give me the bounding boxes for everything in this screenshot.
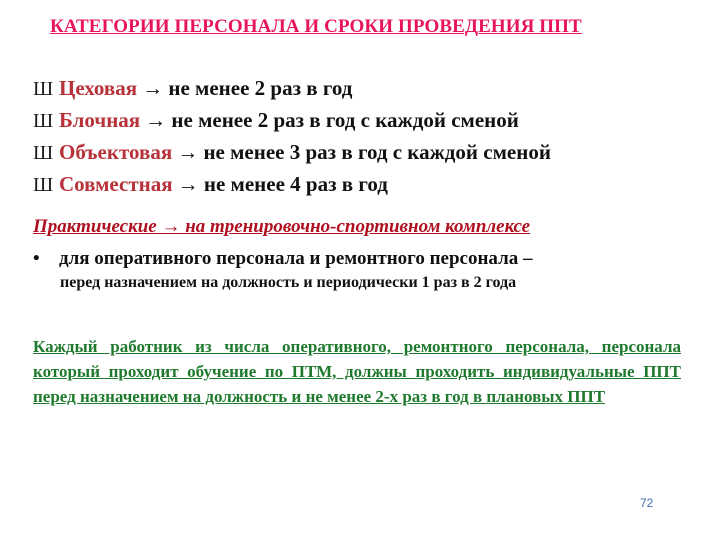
bullet-subtext: перед назначением на должность и периодически 1 раз в 2 года: [60, 274, 517, 291]
bullet-text: для оперативного персонала и ремонтного персонала –: [59, 248, 533, 269]
category-frequency: → не менее 2 раз в год с каждой сменой: [145, 108, 519, 132]
category-name: Цеховая: [59, 76, 138, 100]
category-item: [33, 108, 693, 140]
bullet-marker: Ш: [33, 174, 54, 196]
category-item: [33, 172, 693, 204]
practical-heading: Практические → на тренировочно-спортивном комплексе: [33, 216, 531, 237]
category-item: [33, 76, 693, 108]
page-number: 72: [640, 496, 654, 510]
note-paragraph: Каждый работник из числа оперативного, ремонтного персонала, персонала который проходит обучение по ПТМ, должны проходить индивидуальные ППТ перед назначением на должность и не менее 2-х раз в год в плановых ППТ: [33, 337, 681, 406]
category-name: Совместная: [59, 172, 173, 196]
bullet-item: [33, 248, 532, 270]
category-frequency: → не менее 4 раз в год: [177, 172, 388, 196]
category-frequency: → не менее 3 раз в год с каждой сменой: [177, 140, 551, 164]
bullet-marker: Ш: [33, 110, 54, 132]
category-frequency: → не менее 2 раз в год: [142, 76, 353, 100]
category-name: Объектовая: [59, 140, 173, 164]
slide-title: КАТЕГОРИИ ПЕРСОНАЛА И СРОКИ ПРОВЕДЕНИЯ ППТ: [50, 16, 582, 37]
category-name: Блочная: [59, 108, 141, 132]
bullet-marker: Ш: [33, 142, 54, 164]
category-list: [33, 76, 693, 204]
bullet-marker: Ш: [33, 78, 54, 100]
category-item: [33, 140, 693, 172]
bullet-dot: •: [33, 248, 40, 269]
